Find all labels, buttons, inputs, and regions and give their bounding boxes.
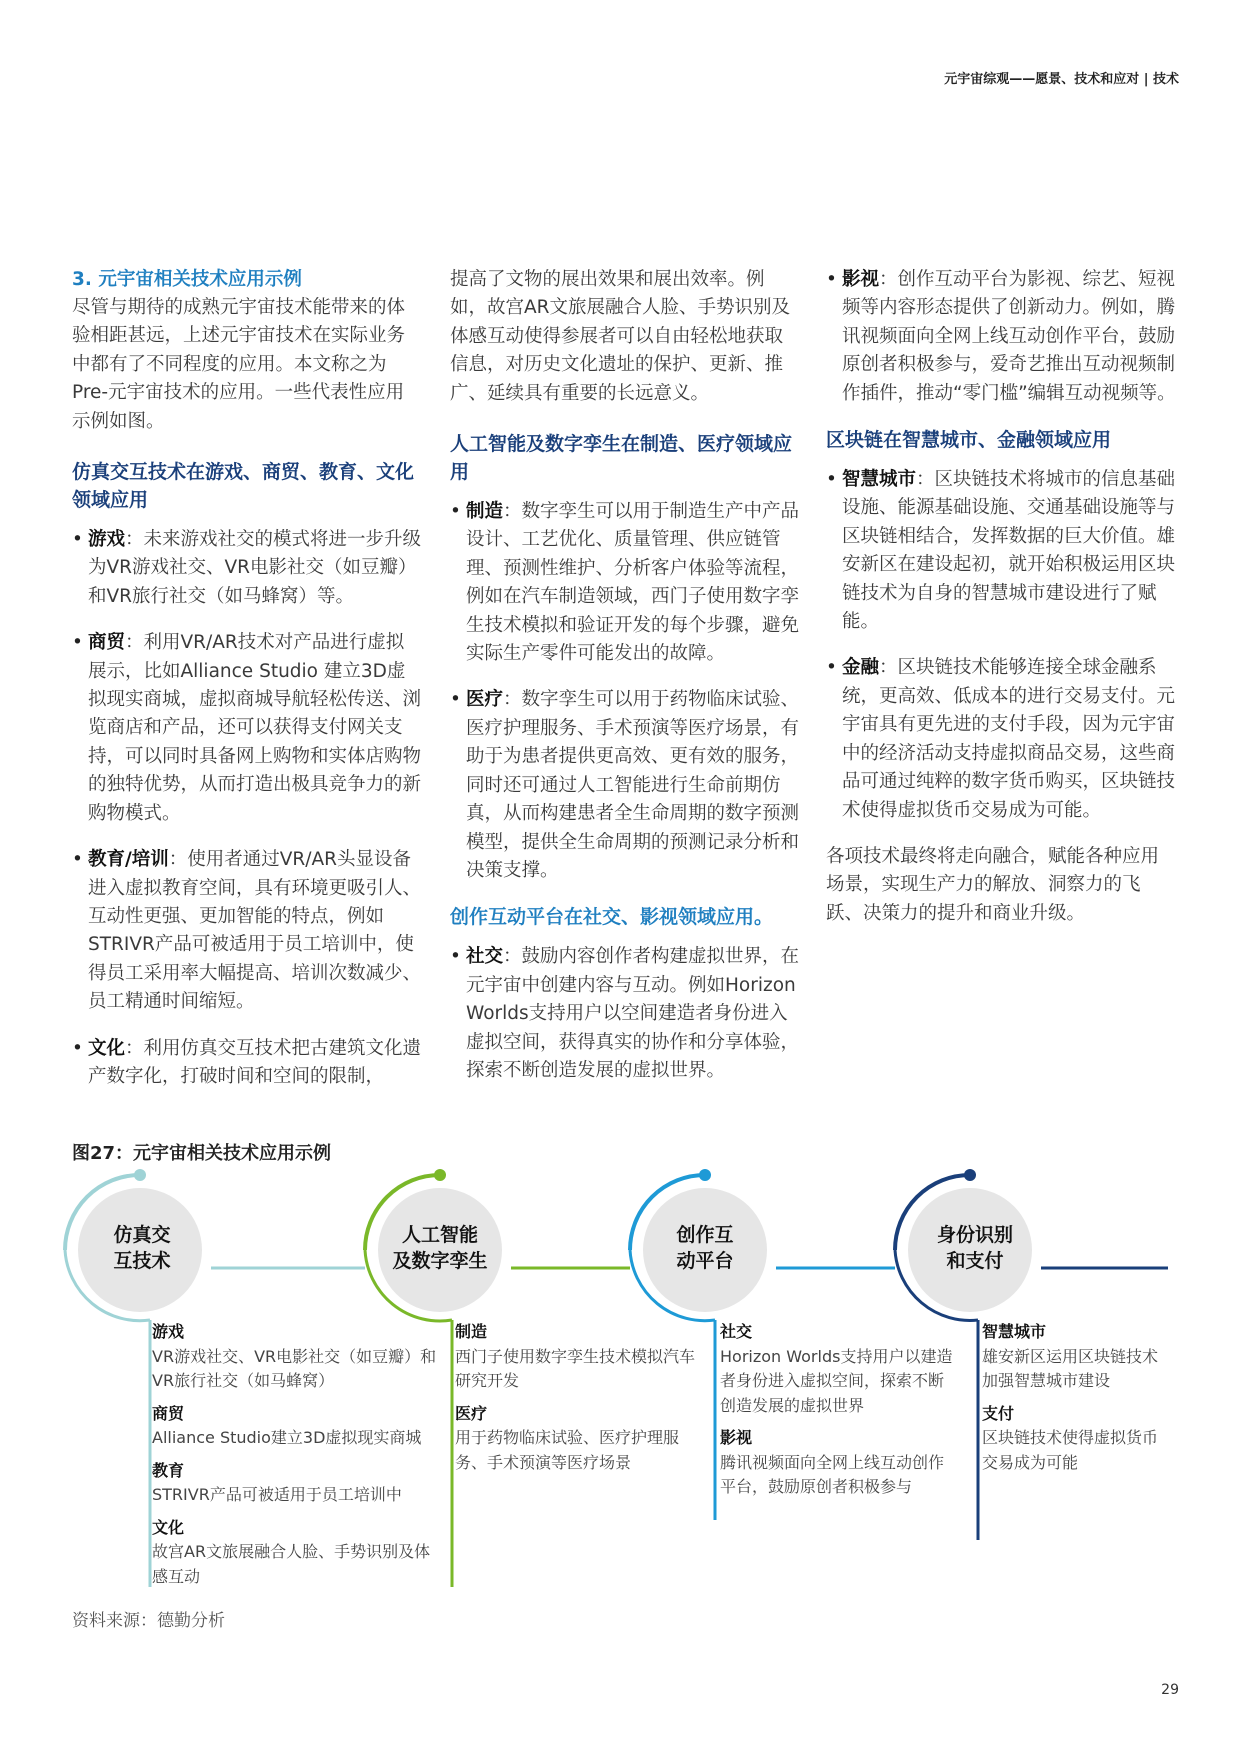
figure-column-identity: 智慧城市 雄安新区运用区块链技术加强智慧城市建设 支付 区块链技术使得虚拟货币交易成为可能 (982, 1322, 1159, 1472)
node-dot (699, 1169, 711, 1181)
heading-ai-digital-twin: 人工智能及数字孪生在制造、医疗领域应用 (450, 433, 793, 484)
continued-paragraph: 提高了文物的展出效果和展出效率。例如，故宫AR文旅展融合人脸、手势识别及体感互动使得参展者可以自由轻松地获取信息，对历史文化遗址的保护、更新、推广、延续具有重要的长远意义。 (450, 269, 791, 404)
list-item: • 商贸：利用VR/AR技术对产品进行虚拟展示，比如Alliance Studio 建立3D虚拟现实商城，虚拟商城导航轻松传送、浏览商店和产品，还可以获得支付网关支持，可以同时具备网上购物和实体店购物的独特优势，从而打造出极具竞争力的新购物模式。 (72, 629, 422, 828)
node-dot (434, 1169, 446, 1181)
node-dot (964, 1169, 976, 1181)
list-item: • 游戏：未来游戏社交的模式将进一步升级为VR游戏社交、VR电影社交（如豆瓣）和VR旅行社交（如马蜂窝）等。 (72, 526, 422, 611)
list-ai (450, 498, 800, 885)
list-item: • 社交：鼓励内容创作者构建虚拟世界，在元宇宙中创建内容与互动。例如Horizon Worlds支持用户以空间建造者身份进入虚拟空间，获得真实的协作和分享体验，探索不断创造发展的虚拟世界。 (450, 943, 800, 1085)
column-2 (450, 266, 800, 1103)
list-item: • 医疗：数字孪生可以用于药物临床试验、医疗护理服务、手术预演等医疗场景，有助于为患者提供更高效、更有效的服务，同时还可通过人工智能进行生命前期仿真，从而构建患者全生命周期的数字预测模型，提供全生命周期的预测记录分析和决策支撑。 (450, 686, 800, 885)
list-blockchain (826, 466, 1176, 825)
node-dot (134, 1169, 146, 1181)
page-number: 29 (1161, 1682, 1179, 1698)
section-title: 3. 元宇宙相关技术应用示例 (72, 269, 302, 290)
column-1 (72, 266, 422, 1109)
list-simulation (72, 526, 422, 1091)
column-3 (826, 266, 1176, 950)
node-label-simulation: 仿真交 互技术 (113, 1224, 171, 1272)
heading-blockchain: 区块链在智慧城市、金融领域应用 (826, 429, 1112, 452)
node-label-creative: 创作互 动平台 (676, 1224, 734, 1272)
list-item: • 影视：创作互动平台为影视、综艺、短视频等内容形态提供了创新动力。例如，腾讯视频面向全网上线互动创作平台，鼓励原创者积极参与，爱奇艺推出互动视频制作插件，推动“零门槛”编辑互动视频等。 (826, 266, 1176, 408)
list-item: • 智慧城市：区块链技术将城市的信息基础设施、能源基础设施、交通基础设施等与区块链相结合，发挥数据的巨大价值。雄安新区在建设起初，就开始积极运用区块链技术为自身的智慧城市建设进行了赋能。 (826, 466, 1176, 636)
node-label-identity: 身份识别 和支付 (936, 1224, 1013, 1272)
figure-column-creative: 社交 Horizon Worlds支持用户以建造者身份进入虚拟空间，探索不断创造发展的虚拟世界 影视 腾讯视频面向全网上线互动创作平台，鼓励原创者积极参与 (720, 1322, 953, 1496)
heading-simulation: 仿真交互技术在游戏、商贸、教育、文化领域应用 (72, 461, 415, 512)
conclusion-paragraph: 各项技术最终将走向融合，赋能各种应用场景，实现生产力的解放、洞察力的飞跃、决策力的提升和商业升级。 (826, 845, 1160, 924)
list-item: • 文化：利用仿真交互技术把古建筑文化遗产数字化，打破时间和空间的限制， (72, 1035, 422, 1092)
source-note: 资料来源：德勤分析 (72, 1611, 225, 1631)
intro-paragraph: 尽管与期待的成熟元宇宙技术能带来的体验相距甚远，上述元宇宙技术在实际业务中都有了不同程度的应用。本文称之为Pre-元宇宙技术的应用。一些代表性应用示例如图。 (72, 297, 406, 432)
heading-creative-platform: 创作互动平台在社交、影视领域应用。 (450, 906, 774, 929)
list-creative (450, 943, 800, 1085)
figure-column-simulation: 游戏 VR游戏社交、VR电影社交（如豆瓣）和VR旅行社交（如马蜂窝） 商贸 Alliance Studio建立3D虚拟现实商城 教育 STRIVR产品可被适用于员工培训中 文化 故宫AR文旅展融合人脸、手势识别及体感互动 (152, 1322, 437, 1586)
figure-title: 图27：元宇宙相关技术应用示例 (72, 1143, 332, 1164)
node-label-ai: 人工智能 及数字孪生 (392, 1224, 488, 1272)
list-item: • 教育/培训：使用者通过VR/AR头显设备进入虚拟教育空间，具有环境更吸引人、互动性更强、更加智能的特点，例如STRIVR产品可被适用于员工培训中，使得员工采用率大幅提高、培训次数减少、员工精通时间缩短。 (72, 846, 422, 1016)
figure-column-ai: 制造 西门子使用数字孪生技术模拟汽车研究开发 医疗 用于药物临床试验、医疗护理服务、手术预演等医疗场景 (455, 1322, 696, 1472)
list-item: • 制造：数字孪生可以用于制造生产中产品设计、工艺优化、质量管理、供应链管理、预测性维护、分析客户体验等流程，例如在汽车制造领域，西门子使用数字孪生技术模拟和验证开发的每个步骤，避免实际生产零件可能发出的故障。 (450, 498, 800, 668)
list-item: • 金融：区块链技术能够连接全球金融系统，更高效、低成本的进行交易支付。元宇宙具有更先进的支付手段，因为元宇宙中的经济活动支持虚拟商品交易，这些商品可通过纯粹的数字货币购买，区块链技术使得虚拟货币交易成为可能。 (826, 654, 1176, 824)
running-header: 元宇宙综观——愿景、技术和应对 | 技术 (944, 72, 1179, 87)
list-film (826, 266, 1176, 408)
